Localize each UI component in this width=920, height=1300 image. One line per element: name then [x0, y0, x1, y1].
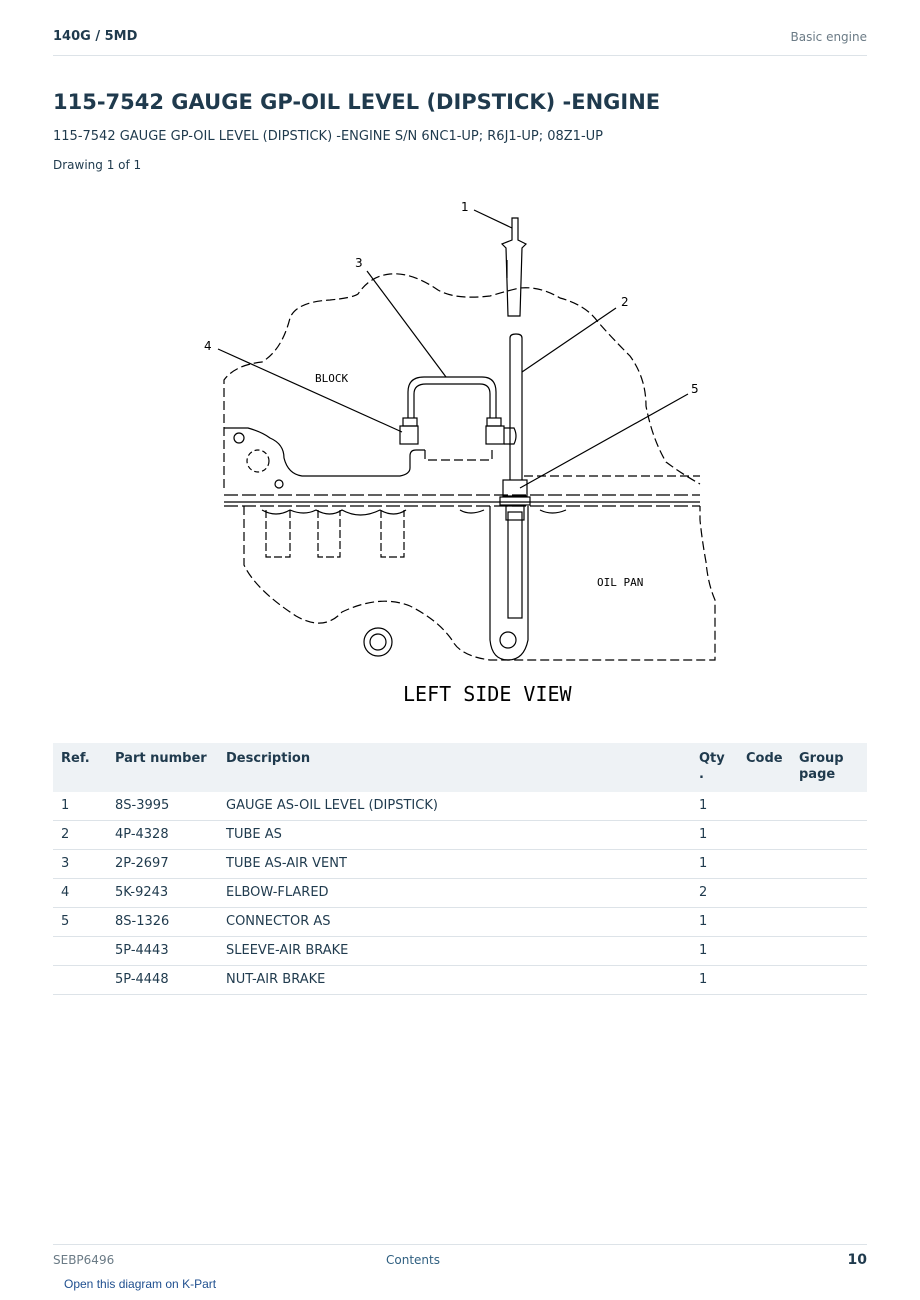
row-code — [740, 850, 793, 879]
block-bolt-1 — [234, 433, 244, 443]
row-group-page — [793, 850, 867, 879]
header-qty — [693, 743, 740, 792]
row-ref — [53, 937, 109, 966]
connector-sleeve — [500, 497, 530, 505]
connector-body — [506, 506, 524, 520]
row-code — [740, 937, 793, 966]
row-part-number: 5K-9243 — [109, 879, 220, 908]
dipstick-tube-insert — [508, 512, 522, 618]
leader-5 — [520, 394, 688, 488]
leader-2 — [522, 308, 616, 372]
row-description: SLEEVE-AIR BRAKE — [220, 937, 693, 966]
row-part-number: 5P-4443 — [109, 937, 220, 966]
row-qty: 1 — [693, 937, 740, 966]
header-part-number: Part number — [109, 743, 220, 792]
elbow-left-nut — [403, 418, 417, 426]
row-code — [740, 792, 793, 821]
table-row — [53, 937, 867, 966]
tube-as-upper — [510, 334, 522, 480]
header-section: Basic engine — [790, 30, 867, 44]
oil-pan-outline — [244, 506, 715, 660]
row-part-number: 5P-4448 — [109, 966, 220, 995]
block-middle-step — [425, 450, 492, 460]
row-group-page — [793, 792, 867, 821]
row-description: ELBOW-FLARED — [220, 879, 693, 908]
header-model: 140G / 5MD — [53, 29, 138, 44]
elbow-left-body — [400, 426, 418, 444]
air-vent-tube — [408, 377, 496, 418]
table-row — [53, 908, 867, 937]
row-qty: 1 — [693, 821, 740, 850]
header-ref: Ref. — [53, 743, 109, 792]
air-vent-tube-inner — [414, 384, 490, 418]
row-code — [740, 966, 793, 995]
oil-pan-label: OIL PAN — [597, 576, 644, 589]
parts-table — [53, 743, 867, 995]
callout-4[interactable]: 4 — [204, 339, 212, 353]
row-qty: 1 — [693, 792, 740, 821]
pan-ribs — [266, 510, 404, 557]
row-ref — [53, 966, 109, 995]
header-code: Code — [740, 743, 793, 792]
row-part-number: 8S-1326 — [109, 908, 220, 937]
view-label: LEFT SIDE VIEW — [403, 682, 572, 706]
row-part-number: 2P-2697 — [109, 850, 220, 879]
row-ref: 4 — [53, 879, 109, 908]
block-bolt-3 — [275, 480, 283, 488]
row-part-number: 8S-3995 — [109, 792, 220, 821]
table-row — [53, 879, 867, 908]
callout-5[interactable]: 5 — [691, 382, 699, 396]
row-ref: 2 — [53, 821, 109, 850]
row-code — [740, 879, 793, 908]
row-description: TUBE AS — [220, 821, 693, 850]
block-label: BLOCK — [315, 372, 349, 385]
drain-plug-outer — [364, 628, 392, 656]
header-group-page: Group page — [793, 743, 867, 792]
block-bolt-2 — [247, 450, 269, 472]
row-qty: 1 — [693, 850, 740, 879]
page-subtitle: 115-7542 GAUGE GP-OIL LEVEL (DIPSTICK) -ENGINE S/N 6NC1-UP; R6J1-UP; 08Z1-UP — [53, 129, 603, 144]
row-group-page — [793, 821, 867, 850]
callout-2[interactable]: 2 — [621, 295, 629, 309]
row-ref: 5 — [53, 908, 109, 937]
connector-nut — [503, 480, 527, 496]
row-code — [740, 821, 793, 850]
row-qty: 1 — [693, 908, 740, 937]
contents-link[interactable]: Contents — [386, 1253, 440, 1267]
page-title: 115-7542 GAUGE GP-OIL LEVEL (DIPSTICK) -ENGINE — [53, 90, 661, 114]
table-row — [53, 821, 867, 850]
row-description: GAUGE AS-OIL LEVEL (DIPSTICK) — [220, 792, 693, 821]
row-description: NUT-AIR BRAKE — [220, 966, 693, 995]
row-ref: 1 — [53, 792, 109, 821]
leader-4 — [218, 349, 402, 432]
row-group-page — [793, 937, 867, 966]
table-row — [53, 792, 867, 821]
row-description: TUBE AS-AIR VENT — [220, 850, 693, 879]
row-part-number: 4P-4328 — [109, 821, 220, 850]
callout-3[interactable]: 3 — [355, 256, 363, 270]
row-qty: 2 — [693, 879, 740, 908]
row-group-page — [793, 908, 867, 937]
header-qty-text: Qty . — [699, 751, 725, 782]
drain-plug-inner — [370, 634, 386, 650]
parts-table-header — [53, 743, 867, 792]
footer-divider — [53, 1244, 867, 1245]
row-ref: 3 — [53, 850, 109, 879]
row-group-page — [793, 879, 867, 908]
callout-1[interactable]: 1 — [461, 200, 469, 214]
header-description: Description — [220, 743, 693, 792]
block-left-face — [224, 428, 425, 476]
dipstick-gauge — [502, 218, 526, 316]
page-number: 10 — [847, 1252, 867, 1268]
row-code — [740, 908, 793, 937]
tube-mount-hole — [500, 632, 516, 648]
row-group-page — [793, 966, 867, 995]
elbow-right-body — [486, 426, 504, 444]
table-row — [53, 966, 867, 995]
open-kpart-link[interactable]: Open this diagram on K-Part — [64, 1277, 217, 1291]
document-id: SEBP6496 — [53, 1253, 115, 1267]
leader-1 — [474, 210, 512, 228]
row-qty: 1 — [693, 966, 740, 995]
elbow-right-nut — [487, 418, 501, 426]
drawing-label: Drawing 1 of 1 — [53, 158, 142, 172]
table-row — [53, 850, 867, 879]
row-description: CONNECTOR AS — [220, 908, 693, 937]
